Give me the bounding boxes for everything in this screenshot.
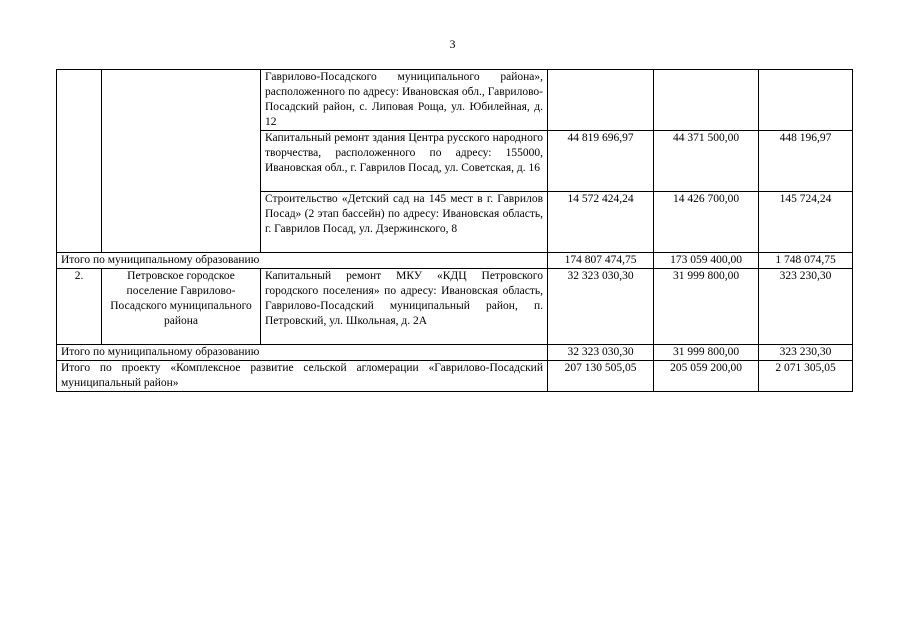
municipality-cell xyxy=(102,70,261,253)
grand-total-total: 207 130 505,05 xyxy=(548,361,654,392)
grand-total-federal: 205 059 200,00 xyxy=(654,361,759,392)
federal-amount-cell: 44 371 500,00 xyxy=(654,131,759,192)
subtotal-federal: 173 059 400,00 xyxy=(654,253,759,269)
total-amount-cell: 14 572 424,24 xyxy=(548,192,654,253)
subtotal-total: 174 807 474,75 xyxy=(548,253,654,269)
local-amount-cell: 145 724,24 xyxy=(759,192,853,253)
project-cell: Капитальный ремонт здания Центра русского народного творчества, расположенного по адресу: 155000, Ивановская обл., г. Гаврилов Посад, ул. Советская, д. 16 xyxy=(261,131,548,192)
grand-total-local: 2 071 305,05 xyxy=(759,361,853,392)
budget-table xyxy=(56,69,853,392)
number-cell xyxy=(57,70,102,253)
total-amount-cell: 44 819 696,97 xyxy=(548,131,654,192)
local-amount-cell: 323 230,30 xyxy=(759,269,853,345)
project-cell: Гаврилово-Посадского муниципального района», расположенного по адресу: Ивановская обл., Гаврилово-Посадский район, с. Липовая Роща, ул. Юбилейная, д. 12 xyxy=(261,70,548,131)
subtotal-total: 32 323 030,30 xyxy=(548,345,654,361)
local-amount-cell: 448 196,97 xyxy=(759,131,853,192)
project-cell: Капитальный ремонт МКУ «КДЦ Петровского городского поселения» по адресу: Ивановская область, Гаврилово-Посадский муниципальный район, п. Петровский, ул. Школьная, д. 2А xyxy=(261,269,548,345)
table-row xyxy=(57,70,853,131)
grand-total-label: Итого по проекту «Комплексное развитие сельской агломерации «Гаврилово-Посадский муниципальный район» xyxy=(57,361,548,392)
table-row xyxy=(57,269,853,345)
number-cell: 2. xyxy=(57,269,102,345)
project-cell: Строительство «Детский сад на 145 мест в г. Гаврилов Посад» (2 этап бассейн) по адресу: Ивановская область, г. Гаврилов Посад, ул. Дзержинского, 8 xyxy=(261,192,548,253)
subtotal-row xyxy=(57,345,853,361)
subtotal-local: 1 748 074,75 xyxy=(759,253,853,269)
federal-amount-cell: 14 426 700,00 xyxy=(654,192,759,253)
total-amount-cell: 32 323 030,30 xyxy=(548,269,654,345)
subtotal-label: Итого по муниципальному образованию xyxy=(57,345,548,361)
grand-total-row xyxy=(57,361,853,392)
federal-amount-cell xyxy=(654,70,759,131)
subtotal-label: Итого по муниципальному образованию xyxy=(57,253,548,269)
subtotal-local: 323 230,30 xyxy=(759,345,853,361)
total-amount-cell xyxy=(548,70,654,131)
subtotal-federal: 31 999 800,00 xyxy=(654,345,759,361)
municipality-cell: Петровское городское поселение Гаврилово-Посадского муниципального района xyxy=(102,269,261,345)
local-amount-cell xyxy=(759,70,853,131)
page-number: 3 xyxy=(449,37,456,51)
federal-amount-cell: 31 999 800,00 xyxy=(654,269,759,345)
subtotal-row xyxy=(57,253,853,269)
